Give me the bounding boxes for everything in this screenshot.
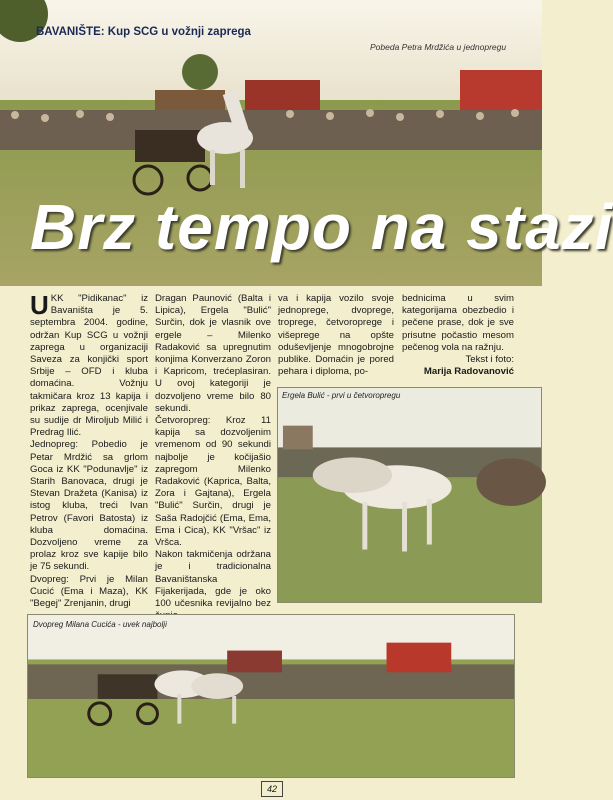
credit-label: Tekst i foto: — [465, 354, 514, 366]
page-number: 42 — [261, 781, 283, 797]
author-name: Marija Radovanović — [423, 366, 514, 378]
photo3-caption: Dvopreg Milana Cucića - uvek najbolji — [33, 620, 167, 629]
photo-dvopreg — [27, 614, 515, 778]
paragraph-fijakerijada: Nakon takmičenja održana je i tradicionalna Bavaništanska Fijakerijada, gde je oko 100 učesnika revijalno bez — [155, 549, 271, 610]
paragraph-cetvoropreg: Četvoropreg: Kroz 11 kapija sa dozvoljenim vremenom od 90 sekundi najbolje je kočijašio zapregom Milenko Radaković (Kaprica, Balta, Zora i Gajtana), Ergela "Bulić" Surčin, drugi je Saša Radojčić (Ema, Ema, Ema i Cica), KK "Vršac" iz Vršca. — [155, 415, 271, 549]
article-headline: Brz tempo na stazi — [30, 191, 613, 263]
hero-caption: Pobeda Petra Mrdžića u jednopregu — [370, 42, 507, 52]
article-column-2 — [155, 293, 271, 622]
paragraph-intro: KK "Pidikanac" iz Bavaništa je 5. septembra 2004. godine, održan Kup SCG u vožnji zaprega u organizaciji Saveza za konjički sport Srbije – OFD i kluba domaćina. Vožnju takmičara kroz 13 kapija i prikaz zaprega, ocenjivale su sudije dr Miroljub Milić i Predrag Ilić. — [30, 293, 148, 439]
paragraph-dvopreg: Dvopreg: Prvi je Milan Cucić (Ema i Maza), KK "Begej" Zrenjanin, drugi — [30, 573, 148, 610]
paragraph-dvopreg-cont: Dragan Paunović (Balta i Lipica), Ergela "Bulić" Surčin, dok je vlasnik ove ergele – Milenko Radaković sa upregnutim konjima Konverzano Zoron i Kapricom, trećeplasiran. U ovoj kategoriji je dozvoljeno vreme bilo 80 sekundi. — [155, 293, 271, 414]
paragraph-jednopreg: Jednopreg: Pobedio je Petar Mrdžić sa grlom Goca iz KK "Podunavlje" iz Starih Banovaca, drugi je Stevan Dražeta (Kanisa) iz istog kluba, treći Ivan Petrov (Favori Batosta) iz kluba domaćina. Dozvoljeno vreme za prolaz kroz sve kapije bilo je 75 sekundi. — [30, 439, 148, 573]
section-kicker: BAVANIŠTE: Kup SCG u vožnji zaprega — [36, 26, 251, 38]
article-column-1 — [30, 290, 148, 610]
article-column-4 — [402, 293, 514, 378]
photo-cetvoropreg — [277, 387, 542, 603]
drop-cap: U — [30, 290, 49, 320]
paragraph-fijakerijada-cont: va i kapija vozilo svoje jednoprege, dvoprege, troprege, četvoroprege i višeprege na opšte oduševljenje mnogobrojne publike. Domaćin je pored pehara i diploma, po- — [278, 293, 394, 378]
article-column-3 — [278, 293, 394, 378]
photo2-caption: Ergela Bulić - prvi u četvoropregu — [282, 391, 401, 400]
paragraph-closing: bednicima u svim kategorijama obezbedio i pečene prase, dok je sve prisutne počastio mesom pečenog vola na ražnju. — [402, 293, 514, 353]
